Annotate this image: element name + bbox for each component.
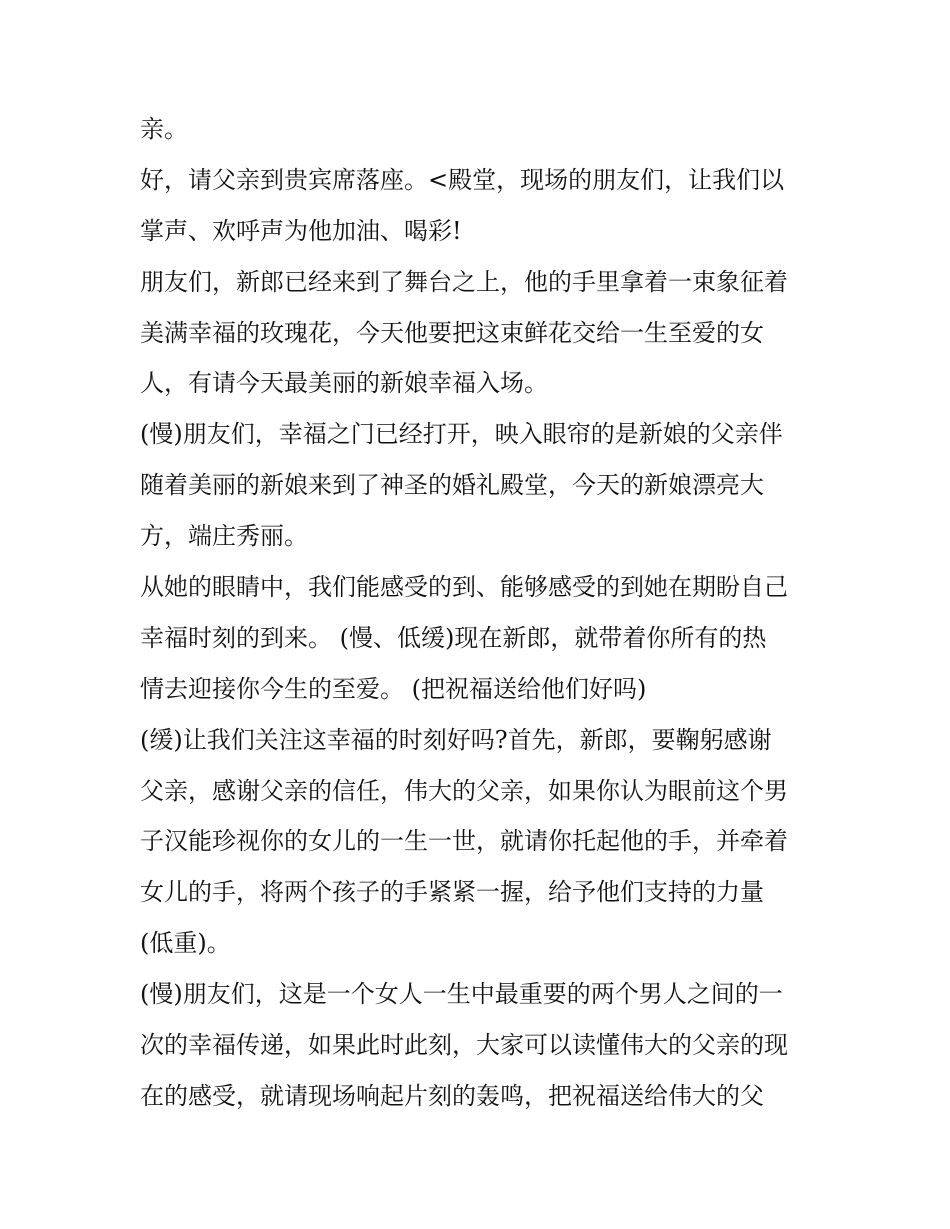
text-line: 好，请父亲到贵宾席落座。<殿堂，现场的朋友们，让我们以 — [140, 165, 785, 194]
text-line: 人，有请今天最美丽的新娘幸福入场。 — [140, 369, 548, 398]
text-line: (慢)朋友们，幸福之门已经打开，映入眼帘的是新娘的父亲伴 — [140, 420, 783, 449]
text-line: 在的感受，就请现场响起片刻的轰鸣，把祝福送给伟大的父 — [140, 1081, 764, 1110]
text-line: (缓)让我们关注这幸福的时刻好吗?首先，新郎，要鞠躬感谢 — [140, 725, 772, 754]
text-line: 情去迎接你今生的至爱。 (把祝福送给他们好吗) — [140, 674, 647, 703]
text-line: 女儿的手，将两个孩子的手紧紧一握，给予他们支持的力量 — [140, 878, 764, 907]
text-line: 掌声、欢呼声为他加油、喝彩! — [140, 216, 462, 245]
text-line: 方，端庄秀丽。 — [140, 522, 308, 551]
text-line: 从她的眼睛中，我们能感受的到、能够感受的到她在期盼自己 — [140, 573, 788, 602]
text-line: 美满幸福的玫瑰花，今天他要把这束鲜花交给一生至爱的女 — [140, 318, 764, 347]
body-text — [140, 104, 820, 1122]
text-line: 父亲，感谢父亲的信任，伟大的父亲，如果你认为眼前这个男 — [140, 776, 788, 805]
text-line: (慢)朋友们，这是一个女人一生中最重要的两个男人之间的一 — [140, 980, 783, 1009]
text-line: 幸福时刻的到来。 (慢、低缓)现在新郎，就带着你所有的热 — [140, 623, 767, 652]
text-line: 次的幸福传递，如果此时此刻，大家可以读懂伟大的父亲的现 — [140, 1031, 788, 1060]
text-line: 亲。 — [140, 115, 188, 143]
text-line: 朋友们，新郎已经来到了舞台之上，他的手里拿着一束象征着 — [140, 267, 788, 296]
text-line: (低重)。 — [140, 929, 231, 958]
text-line: 随着美丽的新娘来到了神圣的婚礼殿堂，今天的新娘漂亮大 — [140, 471, 764, 500]
text-line: 子汉能珍视你的女儿的一生一世，就请你托起他的手，并牵着 — [140, 827, 788, 856]
